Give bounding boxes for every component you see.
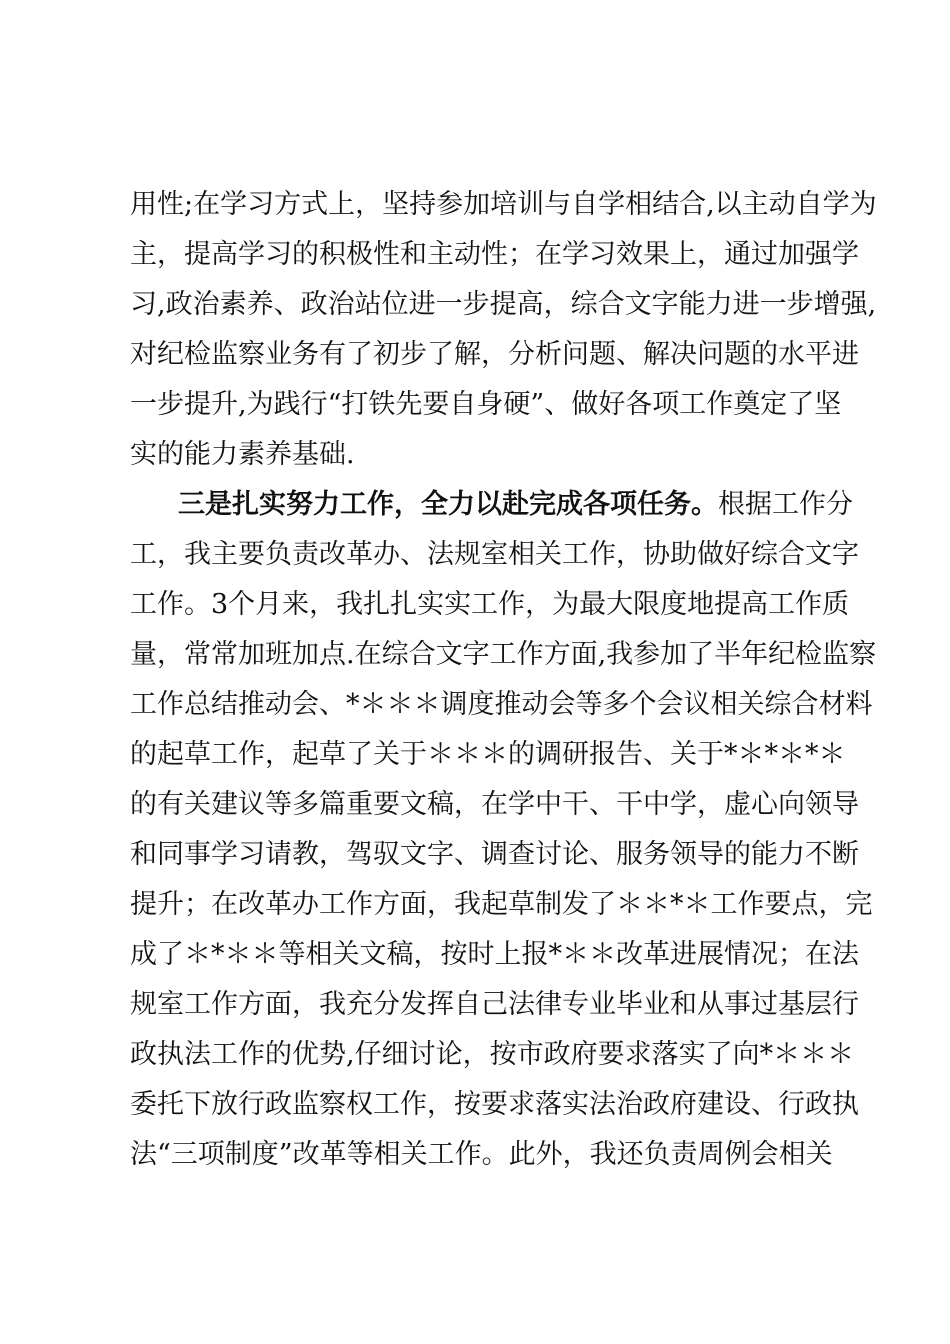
paragraph-line: 用性;在学习方式上，坚持参加培训与自学相结合,以主动自学为 — [130, 189, 877, 220]
paragraph-line: 成了＊*＊＊等相关文稿，按时上报*＊＊改革进展情况；在法 — [130, 939, 859, 970]
paragraph-text: 根据工作分 — [718, 489, 853, 520]
paragraph-line: 习,政治素养、政治站位进一步提高，综合文字能力进一步增强, — [130, 289, 877, 320]
paragraph-line: 一步提升,为践行“打铁先要自身硬”、做好各项工作奠定了坚 — [130, 389, 842, 420]
paragraph-line: 工作。3个月来，我扎扎实实工作，为最大限度地提高工作质 — [130, 589, 850, 620]
paragraph-line: 的有关建议等多篇重要文稿，在学中干、干中学，虚心向领导 — [130, 789, 859, 820]
paragraph-first-line — [178, 485, 853, 525]
paragraph-heading: 三是扎实努力工作，全力以赴完成各项任务。 — [178, 489, 718, 520]
paragraph-line: 委托下放行政监察权工作，按要求落实法治政府建设、行政执 — [130, 1089, 859, 1120]
paragraph-line: 主，提高学习的积极性和主动性；在学习效果上，通过加强学 — [130, 239, 859, 270]
paragraph-line: 的起草工作，起草了关于＊＊＊的调研报告、关于*＊*＊*＊ — [130, 739, 846, 770]
paragraph-line: 量，常常加班加点.在综合文字工作方面,我参加了半年纪检监察 — [130, 639, 877, 670]
paragraph-line: 实的能力素养基础. — [130, 439, 355, 470]
paragraph-line: 规室工作方面，我充分发挥自己法律专业毕业和从事过基层行 — [130, 989, 859, 1020]
paragraph-line: 对纪检监察业务有了初步了解，分析问题、解决问题的水平进 — [130, 339, 859, 370]
paragraph-line: 工作总结推动会、*＊＊＊调度推动会等多个会议相关综合材料 — [130, 689, 873, 720]
paragraph-line: 提升；在改革办工作方面，我起草制发了＊＊*＊工作要点，完 — [130, 889, 873, 920]
paragraph-line: 工，我主要负责改革办、法规室相关工作，协助做好综合文字 — [130, 539, 859, 570]
paragraph-line: 法“三项制度”改革等相关工作。此外，我还负责周例会相关 — [130, 1139, 833, 1170]
paragraph-line: 政执法工作的优势,仔细讨论，按市政府要求落实了向*＊＊＊ — [130, 1039, 855, 1070]
paragraph-line: 和同事学习请教，驾驭文字、调查讨论、服务领导的能力不断 — [130, 839, 859, 870]
